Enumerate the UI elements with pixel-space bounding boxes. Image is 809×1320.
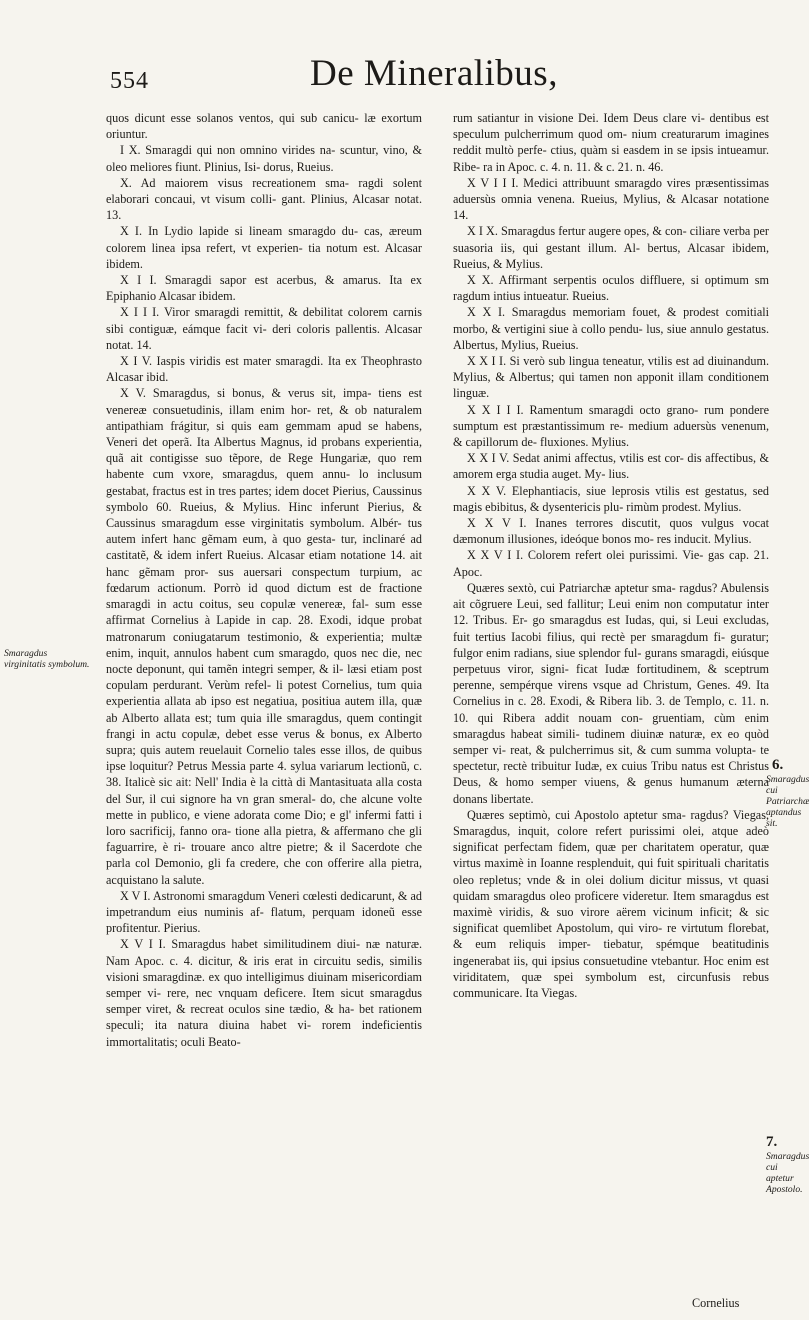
margin-note-text: Smaragdus cui Patriarchæ aptandus sit. <box>766 774 809 829</box>
paragraph: X V I I. Smaragdus habet similitudinem diui- næ naturæ. Nam Apoc. c. 4. dicitur, & iris erat in circuitu sedis, similis visioni smaragdinæ. ex quo intelligimus diuinam misericordiam semper vi- rere, nec vnquam deficere. Item sicut smaragdus semper viret, & recreat oculos sine tædio, & ha- bet rationem speculi; ita natura diuina habet vi- rorem indeficientis immortalitatis; oculi Beato- <box>106 937 422 1049</box>
running-head: De Mineralibus, <box>310 53 558 94</box>
paragraph: X X V I I. Colorem refert olei purissimi. Vie- gas cap. 21. Apoc. <box>453 548 769 579</box>
margin-note-right-7 <box>766 1134 809 1195</box>
paragraph: X X I. Smaragdus memoriam fouet, & prodest comitiali morbo, & vertigini siue à collo pendu- lus, siue annulo gestatus. Albertus, Mylius, Rueius. <box>453 305 769 352</box>
paragraph: X X I I I. Ramentum smaragdi octo grano- rum pondere sumptum est præstantissimum re- medium aduersùs venenum, & capillorum de- fluxiones. Mylius. <box>453 402 769 450</box>
margin-note-number: 6. <box>772 757 784 773</box>
paragraph: I X. Smaragdi qui non omnino virides na- scuntur, vino, & oleo meliores fiunt. Plinius, Isi- dorus, Rueius. <box>106 143 422 174</box>
paragraph: X I I. Smaragdi sapor est acerbus, & amarus. Ita ex Epiphanio Alcasar ibidem. <box>106 273 422 304</box>
paragraph: X V. Smaragdus, si bonus, & verus sit, impa- tiens est venereæ consuetudinis, illam enim hor- ret, & ob naturalem antipathiam frágitur, si quis eam gemmam apud se habens, Veneri det operã. Ita Albertus Magnus, id probans experientia, quã ait contigisse suo tẽpore, de Rege Hungariæ, quo rem habente cum vxore, smaragdus, quem annu- lo inclusum gestabat, fractus est in tres partes; idem docet Pierius, Caussinus symbolo 60. Rueius, & Mylius. Hinc inferunt Pierius, & Caussinus smaragdum esse virginitatis symbolum. Albér- tus autem infert hanc gẽmam eum, à quo gesta- tur, inclinaré ad castitatẽ, & idem infert Rueius. Alcasar etiam notatione 14. ait hanc gẽmam pror- sus auersari conspectum turpium, ac fœdarum actionum. Porrò id quod dictum est de fractione smaragdi in actu coitus, seu copulæ venereæ, fal- sum esse affirmat Cornelius à Lapide in cap. 28. Exodi, idque probat matronarum coniugatarum testimonio, & experientia; multæ enim, inquit, annulos habent cum smaragdo, quos nec die, nec nocte deponunt, qui tamẽn integri semper, & il- læsi etiam post copulam perdurant. Verùm refel- li potest Cornelius, tum quia experientia allata ab ipso est negatiua, positiua autem illa, quæ ab Alberto allata est; tum quia ille smaragdus, quem contingit frangi in actu copulæ, debet esse verus & bonus, ex Alberto supra; quis autem reuelauit Cornelio tales esse illos, de quibus ipse loquitur? Petrus Messia parte 4. sylua variarum lectionũ, c. 38. Italicè sic ait: Nell' India è la città di Mantasituata alla costa del Sur, il cui signore ha vn gran smeral- do, che alcune volte mette in publico, e viene adorata come Dio; e gl' infermi fatti i loro sacrificij, fanno ora- tione alla pietra, & affermano che gli faguarrire, è ri- trouare anco altre pietre; & il Sacerdote che parla col Demonio, gli fa credere, che con offerire alla pietra, acquistano la salute. <box>106 386 422 887</box>
margin-note-number: 7. <box>766 1134 778 1150</box>
paragraph: Quæres sextò, cui Patriarchæ aptetur sma- ragdus? Abulensis ait cõgruere Leui, sed fallitur; Leui enim non computatur inter 12. Tribus. Er- go smaragdus est Iudas, qui, si Leui excludas, fuit tertius Iacobi filius, qui rectè per smaragdum fi- guratur; fulgor enim radians, siue splendor ful- gurans smaragdi, eiúsque perpetuus viror, signi- ficat Iudæ fortitudinem, & sceptrum perenne, sempérque virens vsque ad Christum, Genes. 49. Ita Cornelius in c. 28. Exodi, & Ribera lib. 3. de Templo, c. 11. n. 10. qui Ribera addit nouam con- gruentiam, cùm enim smaragdus habeat simili- tudinem diuinæ naturæ, ex eo quòd semper vi- reat, & pulcherrimus sit, & cum summa volupta- te spectetur, rectè tribuitur Iudæ, ex cuius Tribu natus est Christus Deus, & homo semper viuens, & genus humanum æterna donans libertate. <box>453 580 769 806</box>
margin-note-right-6 <box>766 757 809 829</box>
paragraph: X V I I I. Medici attribuunt smaragdo vires præsentissimas aduersùs omnia venena. Rueius, Mylius, & Alcasar notatione 14. <box>453 175 769 223</box>
paragraph: X. Ad maiorem visus recreationem sma- ragdi solent elaborari concaui, vt visum colli- gant. Plinius, Alcasar notat. 13. <box>106 175 422 223</box>
paragraph: X X V I. Inanes terrores discutit, quos vulgus vocat dæmonum illusiones, ideóque bonos mo- res inducit. Mylius. <box>453 516 769 547</box>
left-column <box>106 110 422 1050</box>
paragraph: rum satiantur in visione Dei. Idem Deus clare vi- dentibus est speculum pulcherrimum quod om- nium creaturarum imagines reddit multò perfe- ctius, quàm si easdem in se ipsis intueamur. Ribe- ra in Apoc. c. 4. n. 11. & c. 21. n. 46. <box>453 111 769 174</box>
paragraph: quos dicunt esse solanos ventos, qui sub canicu- læ exortum oriuntur. <box>106 111 422 142</box>
paragraph: X I. In Lydio lapide si lineam smaragdo du- cas, æreum colorem linea ipsa refert, vt experien- tia notum est. Alcasar ibidem. <box>106 224 422 271</box>
paragraph: X I V. Iaspis viridis est mater smaragdi. Ita ex Theophrasto Alcasar ibid. <box>106 354 422 385</box>
margin-note-text: Smaragdus cui aptetur Apostolo. <box>766 1151 809 1195</box>
paragraph: X V I. Astronomi smaragdum Veneri cœlesti dedicarunt, & ad impetrandum eius numinis af- flatum, perquam idoneũ esse profitentur. Pierius. <box>106 888 422 936</box>
right-column <box>453 110 769 1001</box>
paragraph: Quæres septimò, cui Apostolo aptetur sma- ragdus? Viegas, Smaragdus, inquit, colore refert purissimi olei, atque adeò significat perfectam fidem, quæ per charitatem operatur, quæ virtus maximè in Ioanne resplenduit, qui fuit spirituali charitatis oleo repletus; vnde & in olei dolium dicitur missus, vt quasi quidam smaragdus oleo proficere videretur. Item smaragdus est maximè viridis, & suo virore aërem vicinum inficit; & sic significat quemlibet Apostolum, qui viro- re virtutum florebat, & eum reliquis imper- tiebatur, spémque beatitudinis ingenerabat iis, qui ipsius consuetudine vtebantur. Hoc enim est viriditatem, quæ spei symbolum est, circunfusis rebus communicare. Ita Viegas. <box>453 807 769 1000</box>
paragraph: X X. Affirmant serpentis oculos diffluere, si optimum sm ragdum intius intueatur. Rueius. <box>453 273 769 304</box>
paragraph: X I I I. Viror smaragdi remittit, & debilitat colorem carnis sibi contiguæ, eámque facit vi- deri coloris pallentis. Alcasar notat. 14. <box>106 305 422 352</box>
paragraph: X X V. Elephantiacis, siue leprosis vtilis est gestatus, sed magis ebibitus, & dysentericis plu- rimùm prodest. Mylius. <box>453 483 769 514</box>
page-number: 554 <box>110 68 149 94</box>
margin-note-left: Smaragdus virginitatis symbolum. <box>4 648 90 670</box>
catchword: Cornelius <box>692 1296 740 1310</box>
paragraph: X X I V. Sedat animi affectus, vtilis est cor- dis affectibus, & amorem erga studia auget. My- lius. <box>453 451 769 482</box>
paragraph: X I X. Smaragdus fertur augere opes, & con- ciliare verba per suasoria iis, qui gestant illum. Al- bertus, Alcasar ibidem, Rueius, & Mylius. <box>453 224 769 271</box>
paragraph: X X I I. Si verò sub lingua teneatur, vtilis est ad diuinandum. Mylius, & Albertus; qui tamen non apponit illam conditionem linguæ. <box>453 354 769 401</box>
